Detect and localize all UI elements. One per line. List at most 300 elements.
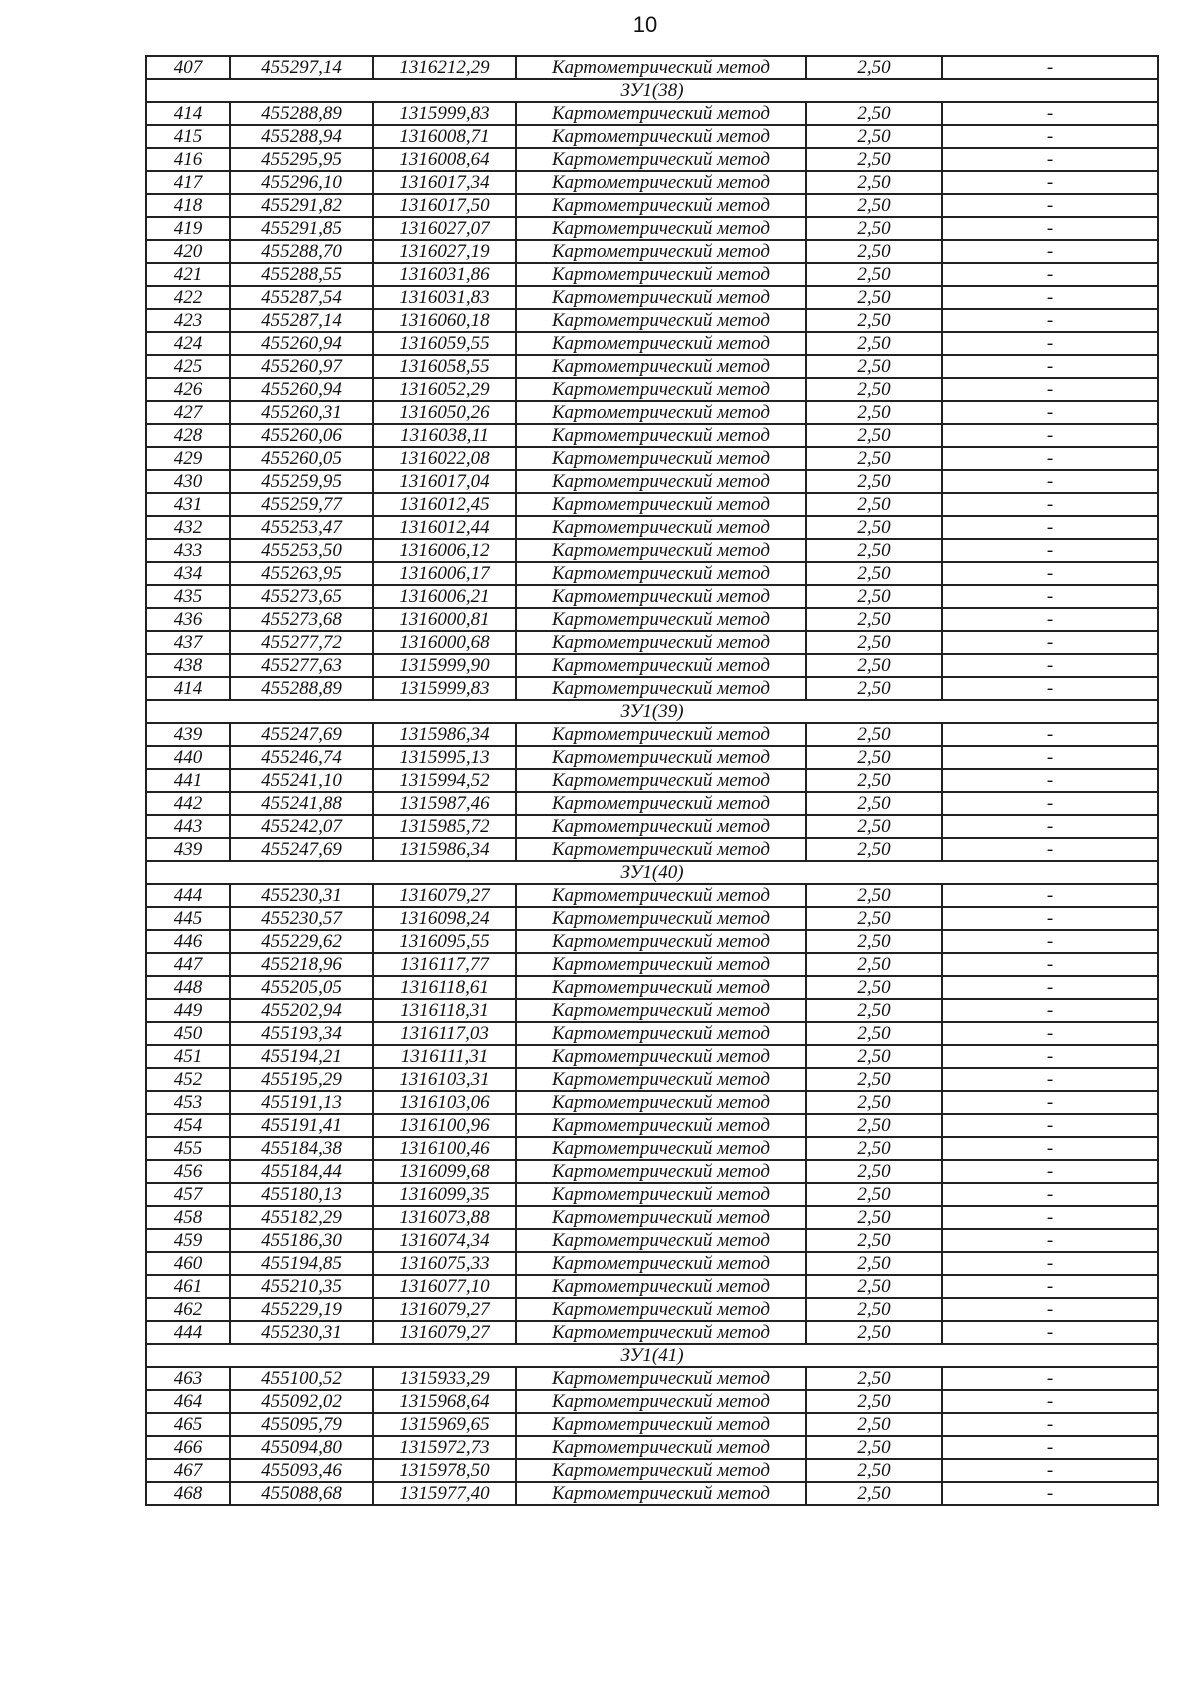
point-number-cell: 440 — [146, 746, 230, 769]
table-row — [146, 355, 1158, 378]
table-row — [146, 1413, 1158, 1436]
point-number-cell: 435 — [146, 585, 230, 608]
table-row — [146, 792, 1158, 815]
accuracy-cell: 2,50 — [806, 286, 942, 309]
x-coordinate-cell: 455194,85 — [230, 1252, 373, 1275]
method-cell: Картометрический метод — [516, 194, 806, 217]
description-cell: - — [942, 1459, 1158, 1482]
x-coordinate-cell: 455291,85 — [230, 217, 373, 240]
coordinates-table-body — [146, 56, 1158, 1505]
accuracy-cell: 2,50 — [806, 907, 942, 930]
method-cell: Картометрический метод — [516, 884, 806, 907]
x-coordinate-cell: 455092,02 — [230, 1390, 373, 1413]
accuracy-cell: 2,50 — [806, 1436, 942, 1459]
x-coordinate-cell: 455210,35 — [230, 1275, 373, 1298]
point-number-cell: 433 — [146, 539, 230, 562]
description-cell: - — [942, 930, 1158, 953]
x-coordinate-cell: 455273,65 — [230, 585, 373, 608]
y-coordinate-cell: 1315968,64 — [373, 1390, 516, 1413]
accuracy-cell: 2,50 — [806, 56, 942, 79]
description-cell: - — [942, 792, 1158, 815]
y-coordinate-cell: 1316100,46 — [373, 1137, 516, 1160]
point-number-cell: 464 — [146, 1390, 230, 1413]
description-cell: - — [942, 516, 1158, 539]
point-number-cell: 455 — [146, 1137, 230, 1160]
accuracy-cell: 2,50 — [806, 562, 942, 585]
table-row — [146, 171, 1158, 194]
x-coordinate-cell: 455277,72 — [230, 631, 373, 654]
y-coordinate-cell: 1316098,24 — [373, 907, 516, 930]
y-coordinate-cell: 1316079,27 — [373, 1321, 516, 1344]
accuracy-cell: 2,50 — [806, 309, 942, 332]
table-row — [146, 1321, 1158, 1344]
point-number-cell: 457 — [146, 1183, 230, 1206]
table-row — [146, 125, 1158, 148]
x-coordinate-cell: 455259,95 — [230, 470, 373, 493]
y-coordinate-cell: 1316000,68 — [373, 631, 516, 654]
accuracy-cell: 2,50 — [806, 1390, 942, 1413]
x-coordinate-cell: 455247,69 — [230, 723, 373, 746]
section-title: ЗУ1(38) — [146, 79, 1158, 102]
description-cell: - — [942, 309, 1158, 332]
accuracy-cell: 2,50 — [806, 585, 942, 608]
x-coordinate-cell: 455195,29 — [230, 1068, 373, 1091]
x-coordinate-cell: 455229,19 — [230, 1298, 373, 1321]
x-coordinate-cell: 455180,13 — [230, 1183, 373, 1206]
method-cell: Картометрический метод — [516, 1183, 806, 1206]
y-coordinate-cell: 1316017,04 — [373, 470, 516, 493]
table-row — [146, 493, 1158, 516]
table-row — [146, 1183, 1158, 1206]
point-number-cell: 450 — [146, 1022, 230, 1045]
table-row — [146, 148, 1158, 171]
accuracy-cell: 2,50 — [806, 125, 942, 148]
accuracy-cell: 2,50 — [806, 240, 942, 263]
accuracy-cell: 2,50 — [806, 746, 942, 769]
point-number-cell: 416 — [146, 148, 230, 171]
point-number-cell: 437 — [146, 631, 230, 654]
y-coordinate-cell: 1316075,33 — [373, 1252, 516, 1275]
table-row — [146, 516, 1158, 539]
method-cell: Картометрический метод — [516, 999, 806, 1022]
description-cell: - — [942, 746, 1158, 769]
y-coordinate-cell: 1316050,26 — [373, 401, 516, 424]
point-number-cell: 407 — [146, 56, 230, 79]
method-cell: Картометрический метод — [516, 930, 806, 953]
accuracy-cell: 2,50 — [806, 723, 942, 746]
description-cell: - — [942, 631, 1158, 654]
point-number-cell: 443 — [146, 815, 230, 838]
point-number-cell: 439 — [146, 723, 230, 746]
point-number-cell: 447 — [146, 953, 230, 976]
y-coordinate-cell: 1315999,90 — [373, 654, 516, 677]
accuracy-cell: 2,50 — [806, 1413, 942, 1436]
description-cell: - — [942, 1068, 1158, 1091]
accuracy-cell: 2,50 — [806, 1160, 942, 1183]
y-coordinate-cell: 1315978,50 — [373, 1459, 516, 1482]
method-cell: Картометрический метод — [516, 1275, 806, 1298]
method-cell: Картометрический метод — [516, 1367, 806, 1390]
x-coordinate-cell: 455295,95 — [230, 148, 373, 171]
x-coordinate-cell: 455241,10 — [230, 769, 373, 792]
x-coordinate-cell: 455253,47 — [230, 516, 373, 539]
accuracy-cell: 2,50 — [806, 608, 942, 631]
x-coordinate-cell: 455088,68 — [230, 1482, 373, 1505]
y-coordinate-cell: 1316103,31 — [373, 1068, 516, 1091]
point-number-cell: 451 — [146, 1045, 230, 1068]
description-cell: - — [942, 332, 1158, 355]
point-number-cell: 448 — [146, 976, 230, 999]
method-cell: Картометрический метод — [516, 332, 806, 355]
x-coordinate-cell: 455260,94 — [230, 332, 373, 355]
description-cell: - — [942, 1275, 1158, 1298]
y-coordinate-cell: 1316079,27 — [373, 884, 516, 907]
accuracy-cell: 2,50 — [806, 1022, 942, 1045]
section-title: ЗУ1(39) — [146, 700, 1158, 723]
method-cell: Картометрический метод — [516, 723, 806, 746]
point-number-cell: 438 — [146, 654, 230, 677]
method-cell: Картометрический метод — [516, 171, 806, 194]
x-coordinate-cell: 455296,10 — [230, 171, 373, 194]
y-coordinate-cell: 1315995,13 — [373, 746, 516, 769]
accuracy-cell: 2,50 — [806, 447, 942, 470]
table-row — [146, 677, 1158, 700]
point-number-cell: 426 — [146, 378, 230, 401]
accuracy-cell: 2,50 — [806, 1482, 942, 1505]
x-coordinate-cell: 455260,06 — [230, 424, 373, 447]
accuracy-cell: 2,50 — [806, 1275, 942, 1298]
y-coordinate-cell: 1316058,55 — [373, 355, 516, 378]
description-cell: - — [942, 1137, 1158, 1160]
method-cell: Картометрический метод — [516, 309, 806, 332]
y-coordinate-cell: 1316022,08 — [373, 447, 516, 470]
x-coordinate-cell: 455260,97 — [230, 355, 373, 378]
accuracy-cell: 2,50 — [806, 1091, 942, 1114]
x-coordinate-cell: 455287,54 — [230, 286, 373, 309]
point-number-cell: 429 — [146, 447, 230, 470]
section-header-row — [146, 1344, 1158, 1367]
method-cell: Картометрический метод — [516, 1022, 806, 1045]
method-cell: Картометрический метод — [516, 1206, 806, 1229]
method-cell: Картометрический метод — [516, 1045, 806, 1068]
method-cell: Картометрический метод — [516, 263, 806, 286]
x-coordinate-cell: 455287,14 — [230, 309, 373, 332]
table-row — [146, 562, 1158, 585]
table-row — [146, 217, 1158, 240]
table-row — [146, 746, 1158, 769]
description-cell: - — [942, 907, 1158, 930]
accuracy-cell: 2,50 — [806, 1229, 942, 1252]
y-coordinate-cell: 1316111,31 — [373, 1045, 516, 1068]
x-coordinate-cell: 455194,21 — [230, 1045, 373, 1068]
method-cell: Картометрический метод — [516, 1252, 806, 1275]
x-coordinate-cell: 455094,80 — [230, 1436, 373, 1459]
accuracy-cell: 2,50 — [806, 1114, 942, 1137]
method-cell: Картометрический метод — [516, 493, 806, 516]
x-coordinate-cell: 455297,14 — [230, 56, 373, 79]
description-cell: - — [942, 539, 1158, 562]
point-number-cell: 434 — [146, 562, 230, 585]
table-row — [146, 1252, 1158, 1275]
point-number-cell: 428 — [146, 424, 230, 447]
description-cell: - — [942, 217, 1158, 240]
description-cell: - — [942, 125, 1158, 148]
table-row — [146, 1137, 1158, 1160]
y-coordinate-cell: 1316117,77 — [373, 953, 516, 976]
y-coordinate-cell: 1315972,73 — [373, 1436, 516, 1459]
table-row — [146, 1390, 1158, 1413]
description-cell: - — [942, 654, 1158, 677]
table-row — [146, 1298, 1158, 1321]
y-coordinate-cell: 1316074,34 — [373, 1229, 516, 1252]
section-title: ЗУ1(41) — [146, 1344, 1158, 1367]
method-cell: Картометрический метод — [516, 447, 806, 470]
y-coordinate-cell: 1316027,07 — [373, 217, 516, 240]
table-row — [146, 1482, 1158, 1505]
description-cell: - — [942, 1321, 1158, 1344]
description-cell: - — [942, 1022, 1158, 1045]
description-cell: - — [942, 723, 1158, 746]
point-number-cell: 432 — [146, 516, 230, 539]
table-row — [146, 1160, 1158, 1183]
section-header-row — [146, 79, 1158, 102]
method-cell: Картометрический метод — [516, 976, 806, 999]
method-cell: Картометрический метод — [516, 1137, 806, 1160]
description-cell: - — [942, 884, 1158, 907]
accuracy-cell: 2,50 — [806, 263, 942, 286]
method-cell: Картометрический метод — [516, 815, 806, 838]
method-cell: Картометрический метод — [516, 539, 806, 562]
table-row — [146, 1275, 1158, 1298]
table-row — [146, 1206, 1158, 1229]
point-number-cell: 465 — [146, 1413, 230, 1436]
x-coordinate-cell: 455277,63 — [230, 654, 373, 677]
point-number-cell: 446 — [146, 930, 230, 953]
point-number-cell: 414 — [146, 677, 230, 700]
x-coordinate-cell: 455202,94 — [230, 999, 373, 1022]
x-coordinate-cell: 455186,30 — [230, 1229, 373, 1252]
table-row — [146, 976, 1158, 999]
y-coordinate-cell: 1316000,81 — [373, 608, 516, 631]
point-number-cell: 456 — [146, 1160, 230, 1183]
description-cell: - — [942, 102, 1158, 125]
accuracy-cell: 2,50 — [806, 539, 942, 562]
method-cell: Картометрический метод — [516, 1091, 806, 1114]
table-row — [146, 884, 1158, 907]
method-cell: Картометрический метод — [516, 1298, 806, 1321]
description-cell: - — [942, 1183, 1158, 1206]
y-coordinate-cell: 1315969,65 — [373, 1413, 516, 1436]
table-row — [146, 769, 1158, 792]
description-cell: - — [942, 1298, 1158, 1321]
y-coordinate-cell: 1316099,68 — [373, 1160, 516, 1183]
x-coordinate-cell: 455191,41 — [230, 1114, 373, 1137]
accuracy-cell: 2,50 — [806, 194, 942, 217]
point-number-cell: 449 — [146, 999, 230, 1022]
method-cell: Картометрический метод — [516, 1413, 806, 1436]
accuracy-cell: 2,50 — [806, 1298, 942, 1321]
point-number-cell: 468 — [146, 1482, 230, 1505]
x-coordinate-cell: 455260,94 — [230, 378, 373, 401]
method-cell: Картометрический метод — [516, 1436, 806, 1459]
table-row — [146, 907, 1158, 930]
table-row — [146, 1022, 1158, 1045]
accuracy-cell: 2,50 — [806, 332, 942, 355]
x-coordinate-cell: 455182,29 — [230, 1206, 373, 1229]
method-cell: Картометрический метод — [516, 746, 806, 769]
table-row — [146, 401, 1158, 424]
table-row — [146, 194, 1158, 217]
section-header-row — [146, 861, 1158, 884]
description-cell: - — [942, 838, 1158, 861]
table-row — [146, 1114, 1158, 1137]
x-coordinate-cell: 455288,70 — [230, 240, 373, 263]
description-cell: - — [942, 286, 1158, 309]
method-cell: Картометрический метод — [516, 401, 806, 424]
accuracy-cell: 2,50 — [806, 516, 942, 539]
accuracy-cell: 2,50 — [806, 930, 942, 953]
accuracy-cell: 2,50 — [806, 976, 942, 999]
accuracy-cell: 2,50 — [806, 654, 942, 677]
method-cell: Картометрический метод — [516, 562, 806, 585]
accuracy-cell: 2,50 — [806, 401, 942, 424]
table-row — [146, 1367, 1158, 1390]
x-coordinate-cell: 455273,68 — [230, 608, 373, 631]
table-row — [146, 424, 1158, 447]
x-coordinate-cell: 455247,69 — [230, 838, 373, 861]
section-header-row — [146, 700, 1158, 723]
method-cell: Картометрический метод — [516, 378, 806, 401]
x-coordinate-cell: 455260,05 — [230, 447, 373, 470]
y-coordinate-cell: 1316012,44 — [373, 516, 516, 539]
point-number-cell: 462 — [146, 1298, 230, 1321]
y-coordinate-cell: 1315933,29 — [373, 1367, 516, 1390]
point-number-cell: 463 — [146, 1367, 230, 1390]
description-cell: - — [942, 769, 1158, 792]
accuracy-cell: 2,50 — [806, 424, 942, 447]
accuracy-cell: 2,50 — [806, 1459, 942, 1482]
accuracy-cell: 2,50 — [806, 148, 942, 171]
point-number-cell: 454 — [146, 1114, 230, 1137]
x-coordinate-cell: 455288,94 — [230, 125, 373, 148]
x-coordinate-cell: 455288,89 — [230, 102, 373, 125]
accuracy-cell: 2,50 — [806, 493, 942, 516]
section-title: ЗУ1(40) — [146, 861, 1158, 884]
method-cell: Картометрический метод — [516, 286, 806, 309]
point-number-cell: 452 — [146, 1068, 230, 1091]
y-coordinate-cell: 1316052,29 — [373, 378, 516, 401]
table-row — [146, 263, 1158, 286]
accuracy-cell: 2,50 — [806, 677, 942, 700]
description-cell: - — [942, 1114, 1158, 1137]
y-coordinate-cell: 1316118,31 — [373, 999, 516, 1022]
table-row — [146, 1091, 1158, 1114]
y-coordinate-cell: 1316017,34 — [373, 171, 516, 194]
accuracy-cell: 2,50 — [806, 631, 942, 654]
description-cell: - — [942, 1252, 1158, 1275]
table-row — [146, 102, 1158, 125]
description-cell: - — [942, 424, 1158, 447]
y-coordinate-cell: 1315994,52 — [373, 769, 516, 792]
table-row — [146, 378, 1158, 401]
method-cell: Картометрический метод — [516, 907, 806, 930]
accuracy-cell: 2,50 — [806, 815, 942, 838]
method-cell: Картометрический метод — [516, 125, 806, 148]
table-row — [146, 631, 1158, 654]
y-coordinate-cell: 1315986,34 — [373, 723, 516, 746]
description-cell: - — [942, 1436, 1158, 1459]
method-cell: Картометрический метод — [516, 792, 806, 815]
y-coordinate-cell: 1316060,18 — [373, 309, 516, 332]
table-row — [146, 1459, 1158, 1482]
y-coordinate-cell: 1316103,06 — [373, 1091, 516, 1114]
table-row — [146, 654, 1158, 677]
y-coordinate-cell: 1316117,03 — [373, 1022, 516, 1045]
point-number-cell: 430 — [146, 470, 230, 493]
method-cell: Картометрический метод — [516, 1482, 806, 1505]
description-cell: - — [942, 976, 1158, 999]
table-row — [146, 1045, 1158, 1068]
description-cell: - — [942, 677, 1158, 700]
description-cell: - — [942, 1367, 1158, 1390]
x-coordinate-cell: 455095,79 — [230, 1413, 373, 1436]
description-cell: - — [942, 263, 1158, 286]
method-cell: Картометрический метод — [516, 838, 806, 861]
method-cell: Картометрический метод — [516, 424, 806, 447]
method-cell: Картометрический метод — [516, 769, 806, 792]
accuracy-cell: 2,50 — [806, 1045, 942, 1068]
description-cell: - — [942, 1229, 1158, 1252]
description-cell: - — [942, 1160, 1158, 1183]
x-coordinate-cell: 455230,31 — [230, 1321, 373, 1344]
x-coordinate-cell: 455100,52 — [230, 1367, 373, 1390]
y-coordinate-cell: 1316006,17 — [373, 562, 516, 585]
y-coordinate-cell: 1316079,27 — [373, 1298, 516, 1321]
y-coordinate-cell: 1316012,45 — [373, 493, 516, 516]
description-cell: - — [942, 378, 1158, 401]
method-cell: Картометрический метод — [516, 1160, 806, 1183]
point-number-cell: 442 — [146, 792, 230, 815]
description-cell: - — [942, 815, 1158, 838]
y-coordinate-cell: 1315999,83 — [373, 102, 516, 125]
method-cell: Картометрический метод — [516, 56, 806, 79]
table-row — [146, 723, 1158, 746]
description-cell: - — [942, 171, 1158, 194]
point-number-cell: 441 — [146, 769, 230, 792]
method-cell: Картометрический метод — [516, 516, 806, 539]
accuracy-cell: 2,50 — [806, 953, 942, 976]
method-cell: Картометрический метод — [516, 217, 806, 240]
x-coordinate-cell: 455205,05 — [230, 976, 373, 999]
method-cell: Картометрический метод — [516, 148, 806, 171]
y-coordinate-cell: 1315999,83 — [373, 677, 516, 700]
point-number-cell: 414 — [146, 102, 230, 125]
table-row — [146, 999, 1158, 1022]
x-coordinate-cell: 455184,38 — [230, 1137, 373, 1160]
y-coordinate-cell: 1316073,88 — [373, 1206, 516, 1229]
method-cell: Картометрический метод — [516, 631, 806, 654]
coordinates-table-container — [145, 55, 1157, 1506]
point-number-cell: 420 — [146, 240, 230, 263]
x-coordinate-cell: 455242,07 — [230, 815, 373, 838]
point-number-cell: 417 — [146, 171, 230, 194]
description-cell: - — [942, 56, 1158, 79]
description-cell: - — [942, 608, 1158, 631]
accuracy-cell: 2,50 — [806, 792, 942, 815]
description-cell: - — [942, 1206, 1158, 1229]
table-row — [146, 1068, 1158, 1091]
point-number-cell: 445 — [146, 907, 230, 930]
